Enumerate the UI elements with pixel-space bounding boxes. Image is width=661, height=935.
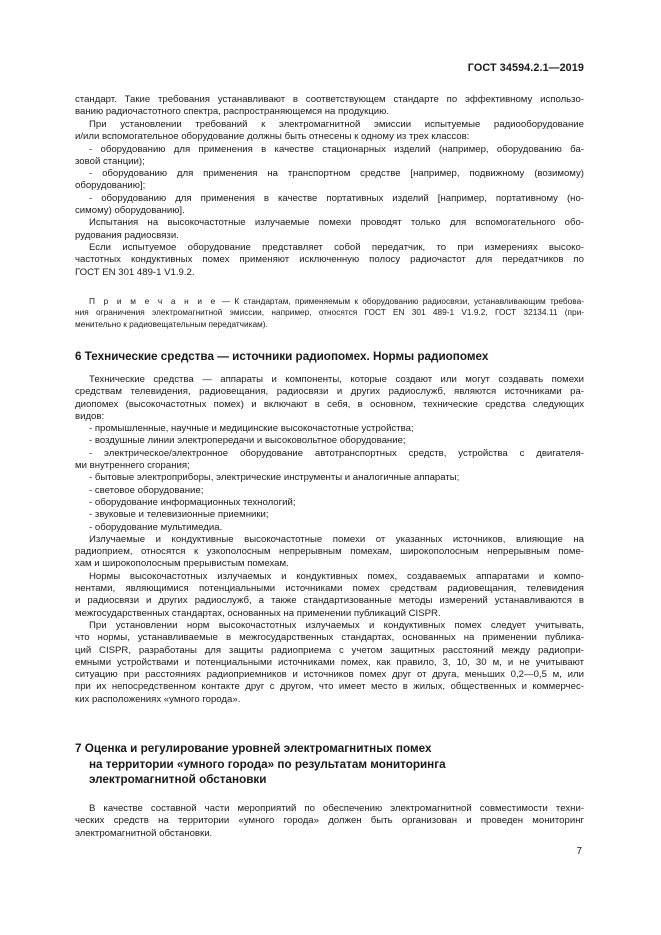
text-line: рудования радиосвязи. [75,229,179,241]
paragraph-intro [75,94,584,119]
section-6-heading [75,349,590,365]
text-line: Нормы высокочастотных излучаемых и кондуктивных помех, создаваемых аппаратами и компо- [89,570,584,582]
text-line: Технические средства — аппараты и компоненты, которые создают или могут создавать помехи [89,374,584,385]
note-line: ния ограничения электромагнитной эмиссии, например, относятся ГОСТ EN 301 489-1 V1.9.2, ГОСТ 32134.11 (при- [75,307,584,318]
note-line [75,296,584,307]
list-item: - оборудованию для применения в качестве стационарных изделий (например, оборудованию ба- [89,143,584,155]
list-item: - оборудованию для применения на транспортном средстве [например, подвижному (возимому) [89,168,584,180]
text-line: средствам телевидения, радиовещания, радиосвязи и других радиослужб, являются источниками ра- [75,386,584,398]
paragraph-emission-classes [75,119,584,279]
text-line: ких расположениях «умного города». [75,693,241,705]
text-line: частотных кондуктивных помех применяют исключенную полосу радиочастот для передатчиков по [75,254,584,266]
text-line: емными устройствами и потенциальными источниками помех, как правило, 3, 10, 30 м, и не учитывают [75,656,584,668]
text-line: ситуацию при расстояниях радиоприемников и источников помех друг от друга, меньших 0,2—0,5 м, или [75,669,584,681]
list-item: - звуковые и телевизионные приемники; [89,509,269,521]
text-line: ГОСТ EN 301 489-1 V1.9.2. [75,266,195,278]
text-line: межгосударственных стандартах, основанных на применении публикаций CISPR. [75,607,441,619]
heading-line: 7 Оценка и регулирование уровней электромагнитных помех [75,742,432,755]
text-line: электромагнитной обстановки. [75,827,213,839]
text-line: что нормы, устанавливаемые в межгосударственных стандартах, основанных на применении публика- [75,632,584,644]
text-line: симому) оборудованию]. [75,205,185,217]
text-line: ми внутреннего сгорания; [75,460,190,472]
text-line: хам и широкополосным прерывистым помехам. [75,558,289,570]
text-line: и радиосвязи и других радиослужб, а также стандартизованные методы измерений устанавливаются в [75,595,584,607]
text-line: ций CISPR, разработаны для защиты радиоприема с учетом защитных расстояний между радиопри- [75,644,584,656]
standard-code: ГОСТ 34594.2.1—2019 [467,62,584,74]
text-line: При установлении норм высокочастотных излучаемых и кондуктивных помех следует учитывать, [89,619,584,631]
text-line: диопомех (высокочастотных помех) и включают в себя, в основном, технические средства следующих [75,398,584,410]
text-line: стандарт. Такие требования устанавливают в соответствующем стандарте по эффективному использо- [75,94,584,105]
page-number: 7 [576,846,582,857]
list-item: - бытовые электроприборы, электрические инструменты и аналогичные аппараты; [89,472,460,484]
text-line: видов: [75,410,105,422]
heading-line: на территории «умного города» по результатам мониторинга [89,757,446,771]
heading-line: 6 Технические средства — источники радиопомех. Нормы радиопомех [75,350,489,363]
list-item: - промышленные, научные и медицинские высокочастотные устройства; [89,423,414,435]
text-line: при их непосредственном контакте друг с другом, что имеет место в жилых, общественных и коммерчес- [75,681,584,693]
section-7-body [75,803,584,840]
section-6-body [75,374,584,706]
text-line: В качестве составной части мероприятий по обеспечению электромагнитной совместимости техни- [89,803,584,814]
text-line: и/или вспомогательное оборудование должны быть отнесены к одному из трех классов: [75,131,470,143]
list-item: - световое оборудование; [89,484,204,496]
text-line: ческих средств на территории «умного города» должен быть организован и проведен мониторинг [75,815,584,827]
note-label: П р и м е ч а н и е [89,296,218,306]
text-line: Излучаемые и кондуктивные высокочастотные помехи от указанных источников, влияющие на [89,533,584,545]
text-line: ванию радиочастотного спектра, распространяющемся на продукцию. [75,106,390,118]
list-item: - электрическое/электронное оборудование автотранспортных средств, устройства с двигателя- [89,447,584,459]
note [75,296,584,330]
note-line: менительно к радиовещательным передатчикам). [75,318,268,329]
text-line: радиоприем, относятся к узкополосным непрерывным помехам, широкополосным непрерывным поме- [75,546,584,558]
text-line: Испытания на высокочастотные излучаемые помехи проводят только для вспомогательного обо- [89,217,584,229]
text-line: При установлении требований к электромагнитной эмиссии испытуемые радиооборудование [89,119,584,130]
heading-line: электромагнитной обстановки [89,773,267,787]
text-line: нентами, являющимися потенциальными источниками помех средствам радиовещания, телевидения [75,583,584,595]
list-item: - оборудованию для применения в качестве портативных изделий [например, портативному (но- [89,192,584,204]
list-item: - оборудование информационных технологий; [89,496,296,508]
section-7-heading [75,741,590,788]
list-item: - оборудование мультимедиа. [89,521,223,533]
list-item: - воздушные линии электропередачи и высоковольтное оборудование; [89,435,406,447]
note-text: — К стандартам, применяемым к оборудованию радиосвязи, устанавливающим требова- [217,296,584,306]
text-line: Если испытуемое оборудование представляет собой передатчик, то при измерениях высоко- [89,241,584,253]
text-line: оборудованию]; [75,180,146,192]
text-line: зовой станции); [75,155,145,167]
